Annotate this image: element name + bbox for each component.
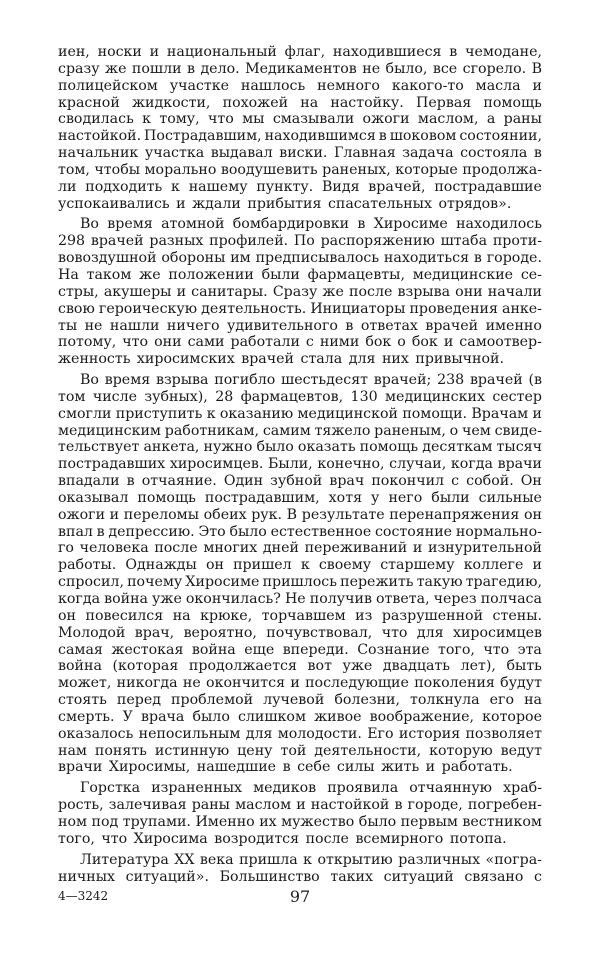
page-footer <box>58 887 542 907</box>
text-line: начальник участка выдавал виски. Главная задача состояла в <box>58 145 542 162</box>
text-line: работы. Однажды он пришел к своему старшему коллеге и <box>58 557 542 574</box>
paragraph <box>58 372 542 776</box>
text-line: оказалось непосильным для молодости. Его история позволяет <box>58 725 542 742</box>
text-line: ничных ситуаций». Большинство таких ситуаций связано с <box>58 868 542 885</box>
text-line: оказывал помощь пострадавшим, хотя у него были сильные <box>58 489 542 506</box>
text-line: когда война уже окончилась? Не получив ответа, через полчаса <box>58 591 542 607</box>
text-line: смогли приступить к оказанию медицинской помощи. Врачам и <box>58 405 542 422</box>
text-line: вовоздушной обороны им предписывалось находиться в городе. <box>58 250 542 267</box>
page-number: 97 <box>289 887 311 906</box>
paragraph <box>58 44 542 212</box>
text-line: Во время атомной бомбардировки в Хиросиме находилось <box>80 216 542 233</box>
text-line: смерть. У врача было слишком живое воображение, которое <box>58 708 542 725</box>
text-line: ном под трупами. Именно их мужество было первым вестником <box>58 813 542 830</box>
text-line: врачи Хиросимы, нашедшие в себе силы жить и работать. <box>58 759 513 776</box>
text-line: Литература XX века пришла к открытию различных «погра- <box>80 851 542 868</box>
text-line: успокаивались и ждали прибытия спасательных отрядов». <box>58 195 512 212</box>
text-line: женность хиросимских врачей стала для них привычной. <box>58 351 504 368</box>
text-line: потому, что они сами работали с ними бок о бок и самоотвер- <box>58 334 542 351</box>
text-line: ты не нашли ничего удивительного в ответах врачей именно <box>58 317 542 334</box>
text-line: может, никогда не окончится и последующие поколения будут <box>58 675 542 692</box>
text-line: 298 врачей разных профилей. По распоряжению штаба проти- <box>58 233 542 250</box>
text-line: красной жидкости, похожей на настойку. Первая помощь <box>58 94 542 111</box>
text-line: Молодой врач, вероятно, почувствовал, что для хиросимцев <box>58 624 542 641</box>
text-line: рость, залечивая раны маслом и настойкой в городе, погребен- <box>58 797 542 814</box>
text-line: Во время взрыва погибло шестьдесят врачей; 238 врачей (в <box>80 372 542 389</box>
page-body <box>58 44 542 885</box>
text-line: сразу же пошли в дело. Медикаментов не было, все сгорело. В <box>58 60 542 77</box>
text-line: иен, носки и национальный флаг, находившиеся в чемодане, <box>58 44 542 60</box>
text-line: медицинским работникам, самим тяжело раненым, о чем свиде- <box>58 422 542 439</box>
text-line: пострадавших хиросимцев. Были, конечно, случаи, когда врачи <box>58 456 542 473</box>
text-line: тельствует анкета, нужно было оказать помощь десяткам тысяч <box>58 439 542 456</box>
text-line: сводилась к тому, что мы смазывали ожоги маслом, а раны <box>58 111 542 128</box>
text-line: того, что Хиросима возродится после всемирного потопа. <box>58 830 507 847</box>
text-line: ожоги и переломы обеих рук. В результате перенапряжения он <box>58 506 542 523</box>
text-line: го человека после многих дней переживаний и изнурительной <box>58 540 542 557</box>
text-line: впал в депрессию. Это было естественное состояние нормально- <box>58 523 542 540</box>
text-line: Горстка израненных медиков проявила отчаянную храб- <box>80 780 542 797</box>
paragraph <box>58 852 542 886</box>
text-line: война (которая продолжается вот уже двадцать лет), быть <box>58 658 542 675</box>
text-line: полицейском участке нашлось немного какого-то масла и <box>58 77 542 94</box>
text-line: он повесился на крюке, торчавшем из разрушенной стены. <box>58 607 542 624</box>
text-line: На таком же положении были фармацевты, медицинские се- <box>58 266 542 283</box>
text-line: самая жестокая война еще впереди. Сознание того, что эта <box>58 641 542 658</box>
text-line: ли подходить к нашему пункту. Видя врачей, пострадавшие <box>58 178 542 195</box>
text-line: впадали в отчаяние. Один зубной врач покончил с собой. Он <box>58 473 542 490</box>
paragraph <box>58 780 542 847</box>
text-line: свою героическую деятельность. Инициаторы проведения анке- <box>58 300 542 317</box>
text-line: стры, акушеры и санитары. Сразу же после взрыва они начали <box>58 283 542 300</box>
text-line: нам понять истинную цену той деятельности, которую ведут <box>58 742 542 759</box>
text-line: том числе зубных), 28 фармацевтов, 130 медицинских сестер <box>58 388 542 405</box>
text-line: том, чтобы морально воодушевить раненых, которые продолжа- <box>58 161 542 178</box>
text-line: спросил, почему Хиросиме пришлось пережить такую трагедию, <box>58 574 542 591</box>
printer-signature: 4—3242 <box>58 889 109 903</box>
text-line: стоять перед проблемой лучевой болезни, толкнула его на <box>58 692 542 709</box>
text-line: настойкой. Пострадавшим, находившимся в шоковом состоянии, <box>58 128 542 145</box>
paragraph <box>58 216 542 368</box>
